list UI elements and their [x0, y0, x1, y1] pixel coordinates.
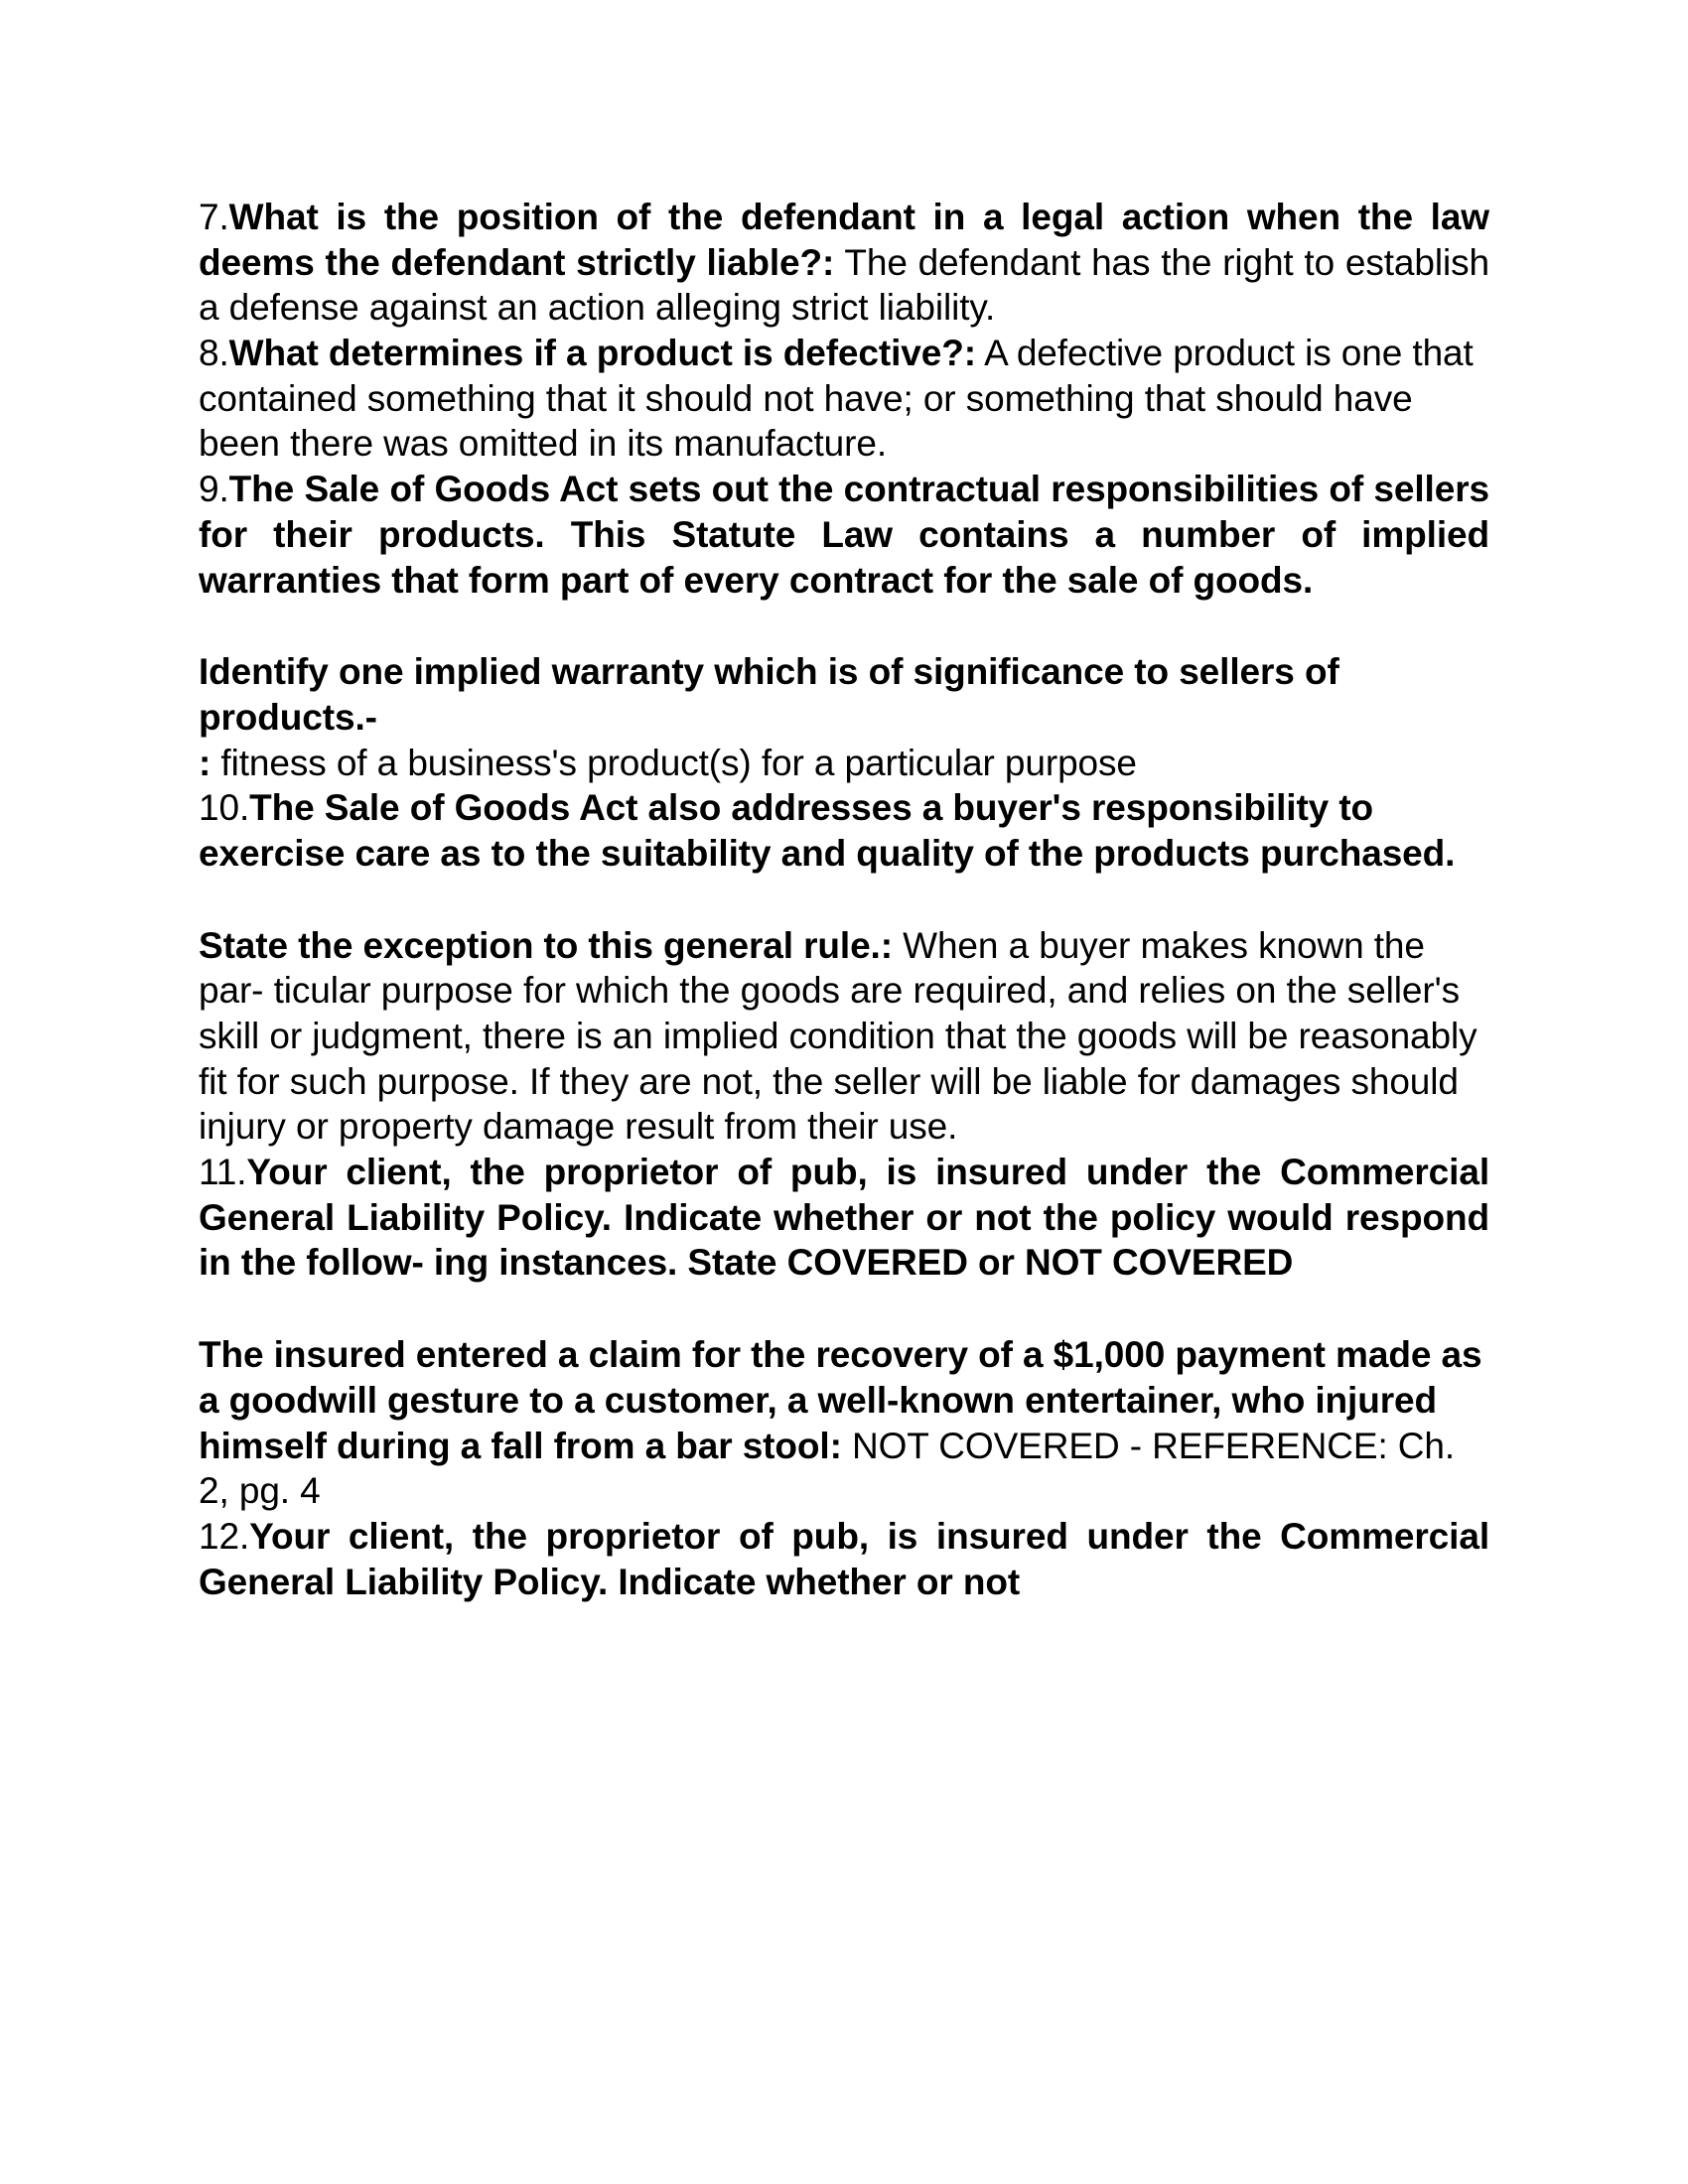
question-text-8: What determines if a product is defective?: — [228, 333, 976, 374]
paragraph-q9 — [199, 467, 1489, 603]
paragraph-q12 — [199, 1514, 1489, 1604]
question-text-7: What is the position of the defendant in a legal action when the law deems the defendant strictly liable?: — [199, 197, 1489, 283]
question-text-10-prompt: State the exception to this general rule.: — [199, 924, 893, 966]
question-text-9-prompt: Identify one implied warranty which is of significance to sellers of products.- — [199, 651, 1339, 738]
spacer-2 — [199, 877, 1489, 923]
spacer-1 — [199, 603, 1489, 649]
question-text-12: Your client, the proprietor of pub, is insured under the Commercial General Liability Policy. Indicate whether or not — [199, 1515, 1489, 1602]
answer-colon-9: : — [199, 742, 211, 783]
item-number-12: 12. — [199, 1515, 250, 1557]
answer-text-10: When a buyer makes known the par- ticular purpose for which the goods are required, and relies on the seller's skill or judgment, there is an implied condition that the goods will be reasonably fit for such purpose. If they are not, the seller will be liable for damages should injury or property damage result from their use. — [199, 924, 1477, 1148]
paragraph-q10 — [199, 785, 1489, 876]
item-number-7: 7. — [199, 197, 229, 237]
item-number-9: 9. — [199, 469, 229, 510]
paragraph-q10-prompt — [199, 923, 1489, 1150]
paragraph-q7 — [199, 195, 1489, 331]
question-text-11: Your client, the proprietor of pub, is insured under the Commercial General Liability Policy. Indicate whether or not the policy would respond in the follow- ing instances. State COVERED or NOT COVERED — [199, 1152, 1489, 1284]
paragraph-q11 — [199, 1150, 1489, 1286]
question-text-10: The Sale of Goods Act also addresses a buyer's responsibility to exercise care as to the suitability and quality of the products purchased. — [199, 787, 1456, 874]
document-body — [199, 195, 1489, 1604]
spacer-3 — [199, 1286, 1489, 1332]
item-number-8: 8. — [199, 333, 229, 374]
item-number-10: 10. — [199, 787, 250, 829]
item-number-11: 11. — [199, 1152, 247, 1193]
answer-text-8: A defective product is one that contained something that it should not have; or something that should have been there was omitted in its manufacture. — [199, 333, 1474, 465]
question-text-9: The Sale of Goods Act sets out the contractual responsibilities of sellers for their products. This Statute Law contains a number of implied warranties that form part of every contract for the sale of goods. — [199, 469, 1489, 601]
answer-text-7: The defendant has the right to establish a defense against an action alleging strict liability. — [199, 241, 1489, 329]
answer-text-9: fitness of a business's product(s) for a particular purpose — [211, 742, 1137, 783]
paragraph-q9-prompt — [199, 649, 1489, 740]
paragraph-q8 — [199, 331, 1489, 467]
paragraph-q9-answer — [199, 741, 1489, 786]
question-text-11-scenario: The insured entered a claim for the recovery of a $1,000 payment made as a goodwill gesture to a customer, a well-known entertainer, who injured himself during a fall from a bar stool: — [199, 1334, 1482, 1466]
answer-text-11: NOT COVERED - REFERENCE: Ch. 2, pg. 4 — [199, 1425, 1456, 1512]
paragraph-q11-scenario — [199, 1332, 1489, 1514]
